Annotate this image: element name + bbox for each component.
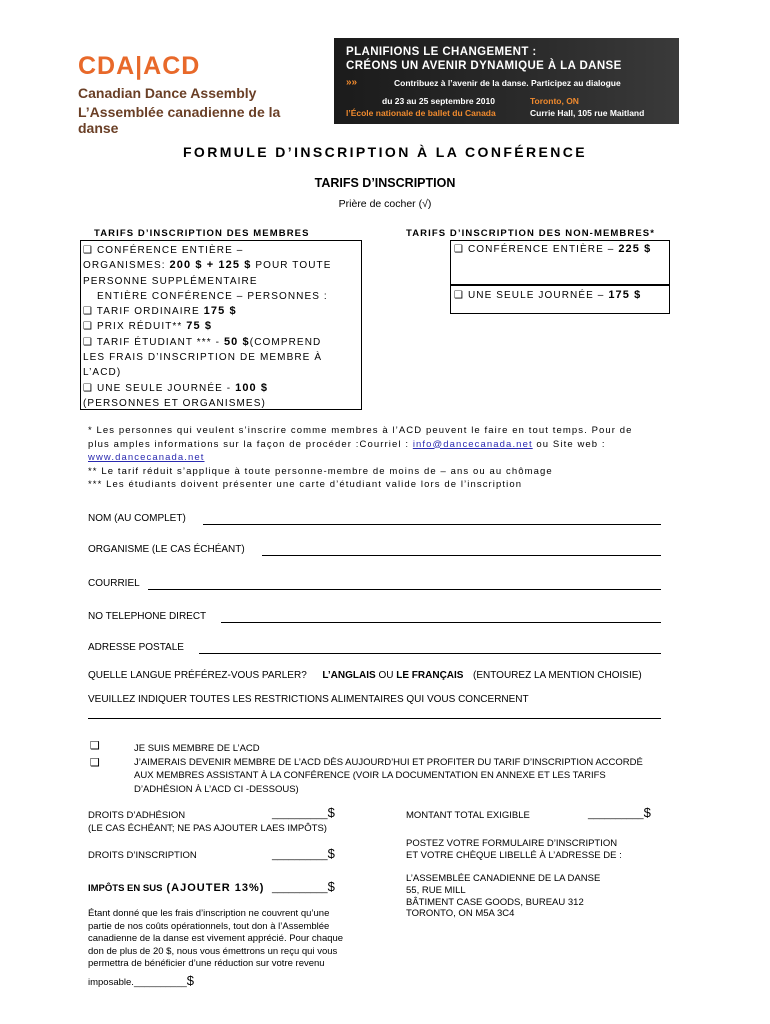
dollar-sign: $ <box>327 846 335 861</box>
checkbox-regular-rate[interactable]: ❑ <box>83 306 94 318</box>
section-subtitle: TARIFS D’INSCRIPTION <box>314 176 456 190</box>
address-line: BÂTIMENT CASE GOODS, BUREAU 312 <box>406 896 584 908</box>
checkbox-become-member[interactable]: ❑ <box>90 756 100 769</box>
disclaimer-line: canadienne de la danse est vivement apprécié. Pour chaque <box>88 933 344 945</box>
banner-line3: Contribuez à l’avenir de la danse. Participez au dialogue <box>394 78 621 88</box>
checkbox-reduced-rate[interactable]: ❑ <box>83 321 94 333</box>
mail-instruction-line: ET VOTRE CHÈQUE LIBELLÉ À L’ADRESSE DE : <box>406 850 622 861</box>
student-rate-price: 50 $ <box>223 335 250 348</box>
banner-line1: PLANIFIONS LE CHANGEMENT : <box>346 46 537 58</box>
mail-instruction-line: POSTEZ VOTRE FORMULAIRE D’INSCRIPTION <box>406 838 618 849</box>
diet-label: VEUILLEZ INDIQUER TOUTES LES RESTRICTIONS ALIMENTAIRES QUI VOUS CONCERNENT <box>88 694 529 705</box>
total-label: MONTANT TOTAL EXIGIBLE <box>406 810 530 821</box>
tax-label-main: IMPÔTS EN SUS <box>88 883 163 894</box>
registration-fee-label: DROITS D’INSCRIPTION <box>88 850 197 861</box>
language-english[interactable]: L’ANGLAIS <box>322 670 376 681</box>
checkbox-single-day-member[interactable]: ❑ <box>83 382 94 394</box>
membership-fee-field[interactable] <box>272 805 335 820</box>
phone-label: NO TELEPHONE DIRECT <box>88 611 207 622</box>
language-question: QUELLE LANGUE PRÉFÉREZ-VOUS PARLER? <box>88 670 307 681</box>
become-member-label: J’AIMERAIS DEVENIR MEMBRE DE L’ACD DÈS AUJOURD’HUI ET PROFITER DU TARIF D’INSCRIPTION ACCORDÉ <box>134 756 643 768</box>
reduced-rate-price: 75 $ <box>186 320 213 333</box>
mail-instructions <box>406 838 622 862</box>
name-label: NOM (AU COMPLET) <box>88 513 186 524</box>
membership-options <box>134 742 694 796</box>
address-field[interactable] <box>199 653 661 654</box>
regular-rate-label: TARIF ORDINAIRE <box>96 306 204 318</box>
logo-french-name: L’Assemblée canadienne de la danse <box>78 104 281 136</box>
disclaimer-line: imposable. <box>88 976 134 988</box>
footnote-student: *** Les étudiants doivent présenter une carte d’étudiant valide lors de l’inscription <box>88 479 523 490</box>
language-french[interactable]: LE FRANÇAIS <box>396 670 464 681</box>
nonmember-full-price: 225 $ <box>618 243 652 255</box>
membership-fee-note: (LE CAS ÉCHÉANT; NE PAS AJOUTER LAES IMPÔTS) <box>88 823 327 834</box>
is-member-label: JE SUIS MEMBRE DE L’ACD <box>134 743 260 754</box>
disclaimer-line: permettra de bénéficier d’une réduction sur votre revenu <box>88 958 325 970</box>
logo-mark: CDA|ACD <box>78 52 201 80</box>
banner-line2: CRÉONS UN AVENIR DYNAMIQUE À LA DANSE <box>346 60 622 72</box>
checkbox-nonmember-full[interactable]: ❑ <box>454 244 465 255</box>
registration-fee-blank: __________ <box>272 850 328 861</box>
footnote-contact: plus amples informations sur la façon de procéder :Courriel : <box>88 438 413 450</box>
banner-school: l’École nationale de ballet du Canada <box>346 108 496 118</box>
single-day-member-price: 100 $ <box>235 381 269 394</box>
organization-field[interactable] <box>262 555 661 556</box>
chevron-right-icon: »» <box>346 77 358 88</box>
name-field[interactable] <box>203 524 661 525</box>
page-title: FORMULE D’INSCRIPTION À LA CONFÉRENCE <box>182 144 588 160</box>
tax-blank: __________ <box>272 883 328 894</box>
registration-fee-field[interactable] <box>272 846 335 861</box>
conference-banner <box>334 38 679 124</box>
tax-field[interactable] <box>272 879 335 894</box>
disclaimer-line: Étant donné que les frais d’inscription ne couvrent qu’une <box>88 908 330 919</box>
nonmembers-full-row <box>454 243 651 255</box>
email-field[interactable] <box>148 589 661 590</box>
org-label: ORGANISMES: <box>83 260 170 272</box>
checkbox-full-conference-org[interactable]: ❑ <box>83 245 94 256</box>
website-link[interactable]: www.dancecanada.net <box>88 452 205 463</box>
tax-label <box>88 882 264 894</box>
total-blank: __________ <box>588 809 644 820</box>
single-day-member-note: (PERSONNES ET ORGANISMES) <box>83 397 266 409</box>
banner-dates: du 23 au 25 septembre 2010 <box>382 96 495 106</box>
checkbox-nonmember-day[interactable]: ❑ <box>454 290 465 301</box>
address-line: 55, RUE MILL <box>406 884 466 896</box>
org-price: 200 $ + 125 $ <box>169 259 252 272</box>
org-extra-person: PERSONNE SUPPLÉMENTAIRE <box>83 275 258 287</box>
members-rates-content <box>83 243 357 411</box>
nonmember-full-label: CONFÉRENCE ENTIÈRE – <box>467 244 619 255</box>
total-field[interactable] <box>588 805 651 820</box>
logo-english-name: Canadian Dance Assembly <box>78 85 257 101</box>
reduced-rate-label: PRIX RÉDUIT** <box>96 321 187 333</box>
become-member-label-2: AUX MEMBRES ASSISTANT À LA CONFÉRENCE (VOIR LA DOCUMENTATION EN ANNEXE ET LES TARIFS <box>134 770 606 781</box>
phone-field[interactable] <box>221 622 661 623</box>
disclaimer-line: don de plus de 20 $, nous vous émettrons un reçu qui vous <box>88 945 338 957</box>
membership-fee-label: DROITS D’ADHÉSION <box>88 810 186 821</box>
footnote-web: ou Site web : <box>532 438 606 450</box>
language-or: OU <box>375 670 397 681</box>
members-heading: TARIFS D’INSCRIPTION DES MEMBRES <box>94 228 310 239</box>
nonmember-day-price: 175 $ <box>608 289 642 301</box>
dollar-sign: $ <box>327 879 335 894</box>
language-note: (ENTOUREZ LA MENTION CHOISIE) <box>473 670 642 681</box>
dollar-sign: $ <box>327 805 335 820</box>
dollar-sign: $ <box>643 805 651 820</box>
footnotes <box>88 424 688 492</box>
tax-label-rate: (AJOUTER 13%) <box>162 882 265 894</box>
footnote-membership: * Les personnes qui veulent s’inscrire comme membres à l’ACD peuvent le faire en tout temps. Pour de <box>88 425 633 436</box>
diet-field[interactable] <box>88 718 661 719</box>
email-label: COURRIEL <box>88 578 140 589</box>
banner-city: Toronto, ON <box>530 96 579 106</box>
checkbox-student-rate[interactable]: ❑ <box>83 336 94 348</box>
org-extra: POUR TOUTE <box>251 260 332 272</box>
single-day-member-label: UNE SEULE JOURNÉE - <box>96 382 236 394</box>
organization-label: ORGANISME (LE CAS ÉCHÉANT) <box>88 544 245 555</box>
address-label: ADRESSE POSTALE <box>88 642 184 653</box>
nonmember-day-label: UNE SEULE JOURNÉE – <box>467 290 609 301</box>
check-prompt: Prière de cocher (√) <box>338 198 432 210</box>
members-full-label: CONFÉRENCE ENTIÈRE – <box>96 245 244 256</box>
footnote-reduced: ** Le tarif réduit s’applique à toute personne-membre de moins de – ans ou au chômage <box>88 465 553 477</box>
dollar-sign: $ <box>186 972 195 988</box>
disclaimer-line: partie de nos coûts opérationnels, tout don à l’Assemblée <box>88 920 330 932</box>
nonmembers-heading: TARIFS D’INSCRIPTION DES NON-MEMBRES* <box>406 228 656 239</box>
become-member-label-3: D’ADHÉSION À L’ACD CI -DESSOUS) <box>134 783 299 795</box>
student-rate-note-3: L’ACD) <box>83 367 122 379</box>
banner-hall: Currie Hall, 105 rue Maitland <box>530 108 645 118</box>
nonmembers-day-row <box>454 289 641 301</box>
donation-blank[interactable]: __________ <box>133 976 187 988</box>
address-line: L’ASSEMBLÉE CANADIENNE DE LA DANSE <box>406 873 601 884</box>
email-link[interactable]: info@dancecanada.net <box>412 438 533 450</box>
regular-rate-price: 175 $ <box>203 305 237 318</box>
donation-disclaimer <box>88 908 378 990</box>
address-line: TORONTO, ON M5A 3C4 <box>406 908 515 920</box>
cda-acd-logo <box>78 52 318 136</box>
student-rate-note: (COMPREND <box>249 336 322 348</box>
individual-heading: ENTIÈRE CONFÉRENCE – PERSONNES : <box>97 290 328 302</box>
student-rate-label: TARIF ÉTUDIANT *** - <box>96 336 224 348</box>
language-question-row <box>88 670 642 681</box>
checkbox-is-member[interactable]: ❑ <box>90 739 100 752</box>
student-rate-note-2: LES FRAIS D’INSCRIPTION DE MEMBRE À <box>83 352 323 364</box>
membership-fee-blank: __________ <box>272 809 328 820</box>
mailing-address <box>406 873 600 920</box>
